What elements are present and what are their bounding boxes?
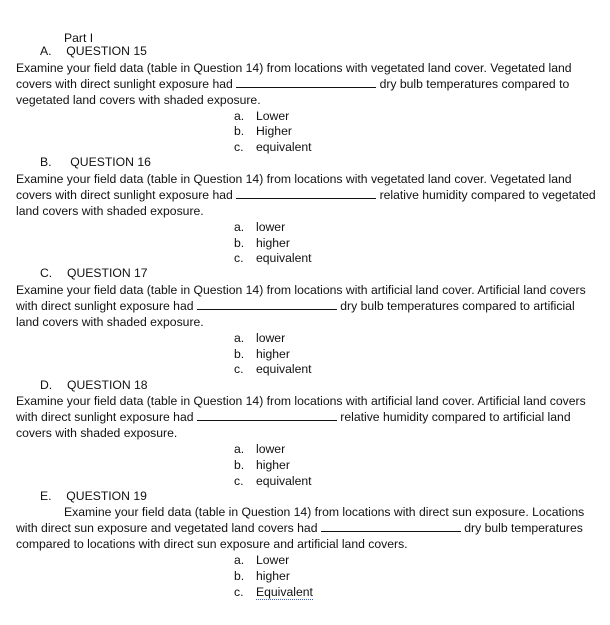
option-letter: c.: [234, 251, 244, 265]
question-19-line-2: [16, 520, 583, 536]
option-text: lower: [256, 442, 286, 456]
option-text: lower: [256, 220, 286, 234]
option-text: equivalent: [256, 474, 312, 488]
question-15-heading: [40, 43, 147, 59]
option-letter: c.: [234, 585, 244, 599]
option-c: [234, 250, 312, 266]
option-a: [234, 108, 289, 124]
question-17-text-after-blank: dry bulb temperatures compared to artificial: [340, 299, 575, 313]
question-19-text-before-blank: with direct sun exposure and vegetated land covers had: [16, 521, 318, 535]
question-19-line-1: Examine your field data (table in Question 14) from locations with direct sun exposure. Locations: [64, 505, 585, 519]
question-title: QUESTION 15: [66, 44, 147, 58]
option-text: higher: [256, 347, 290, 361]
question-16-line-2: [16, 187, 596, 203]
question-15-line-3: vegetated land covers with shaded exposure.: [16, 93, 261, 107]
answer-blank[interactable]: [197, 410, 337, 421]
option-b: [234, 235, 290, 251]
option-a: [234, 219, 285, 235]
question-title: QUESTION 17: [66, 266, 148, 280]
question-18-text-before-blank: with direct sunlight exposure had: [16, 410, 194, 424]
question-title: QUESTION 18: [66, 378, 148, 392]
question-15-text-after-blank: dry bulb temperatures compared to: [379, 77, 570, 91]
answer-blank[interactable]: [197, 299, 337, 310]
question-16-line-1: Examine your field data (table in Question 14) from locations with vegetated land cover. Vegetated land: [16, 172, 572, 186]
question-15-text-before-blank: covers with direct sunlight exposure had: [16, 77, 233, 91]
question-17-text-before-blank: with direct sunlight exposure had: [16, 299, 194, 313]
option-b: [234, 123, 292, 139]
option-c: [234, 473, 312, 489]
option-c: [234, 139, 312, 155]
question-letter: D.: [40, 378, 53, 392]
question-title: QUESTION 19: [66, 489, 147, 503]
question-18-heading: [40, 377, 148, 393]
option-text: equivalent: [256, 140, 312, 154]
question-15-line-2: [16, 76, 569, 92]
option-text: higher: [256, 458, 290, 472]
option-letter: a.: [234, 109, 245, 123]
option-c: [234, 361, 312, 377]
question-18-line-2: [16, 409, 571, 425]
option-letter: a.: [234, 220, 245, 234]
option-c: [234, 584, 313, 600]
question-16-text-after-blank: relative humidity compared to vegetated: [379, 188, 596, 202]
option-text: equivalent: [256, 362, 312, 376]
option-b: [234, 457, 290, 473]
option-text: Higher: [256, 124, 292, 138]
option-letter: b.: [234, 569, 245, 583]
answer-blank[interactable]: [236, 188, 376, 199]
option-letter: c.: [234, 362, 244, 376]
option-letter: b.: [234, 347, 245, 361]
question-15-line-1: Examine your field data (table in Question 14) from locations with vegetated land cover. Vegetated land: [16, 61, 572, 75]
question-18-text-after-blank: relative humidity compared to artificial land: [340, 410, 571, 424]
answer-blank[interactable]: [236, 77, 376, 88]
option-letter: c.: [234, 140, 244, 154]
option-text: higher: [256, 236, 290, 250]
option-text: equivalent: [256, 251, 312, 265]
option-letter: a.: [234, 331, 245, 345]
option-letter: b.: [234, 124, 245, 138]
question-17-line-3: land covers with shaded exposure.: [16, 315, 204, 329]
option-text: higher: [256, 569, 290, 583]
question-16-line-3: land covers with shaded exposure.: [16, 204, 204, 218]
option-letter: a.: [234, 553, 245, 567]
option-letter: c.: [234, 474, 244, 488]
question-19-text-after-blank: dry bulb temperatures: [464, 521, 583, 535]
part-title: Part I: [64, 31, 94, 45]
question-18-line-3: covers with shaded exposure.: [16, 426, 178, 440]
question-16-text-before-blank: covers with direct sunlight exposure had: [16, 188, 233, 202]
option-text: Lower: [256, 553, 290, 567]
option-letter: b.: [234, 458, 245, 472]
option-b: [234, 568, 290, 584]
option-a: [234, 552, 289, 568]
question-17-heading: [40, 265, 148, 281]
question-title: QUESTION 16: [70, 155, 151, 169]
question-17-line-1: Examine your field data (table in Question 14) from locations with artificial land cover. Artificial land covers: [16, 283, 586, 297]
question-letter: A.: [40, 44, 52, 58]
option-a: [234, 330, 285, 346]
question-19-line-3: compared to locations with direct sun exposure and artificial land covers.: [16, 537, 408, 551]
question-16-heading: [40, 154, 151, 170]
question-letter: E.: [40, 489, 52, 503]
answer-blank[interactable]: [321, 521, 461, 532]
question-17-line-2: [16, 298, 575, 314]
option-b: [234, 346, 290, 362]
option-a: [234, 441, 285, 457]
question-letter: C.: [40, 266, 53, 280]
question-19-heading: [40, 488, 147, 504]
option-letter: b.: [234, 236, 245, 250]
option-letter: a.: [234, 442, 245, 456]
option-text: Equivalent: [256, 585, 313, 599]
option-text: Lower: [256, 109, 290, 123]
option-text: lower: [256, 331, 286, 345]
question-18-line-1: Examine your field data (table in Question 14) from locations with artificial land cover. Artificial land covers: [16, 394, 586, 408]
question-letter: B.: [40, 155, 52, 169]
